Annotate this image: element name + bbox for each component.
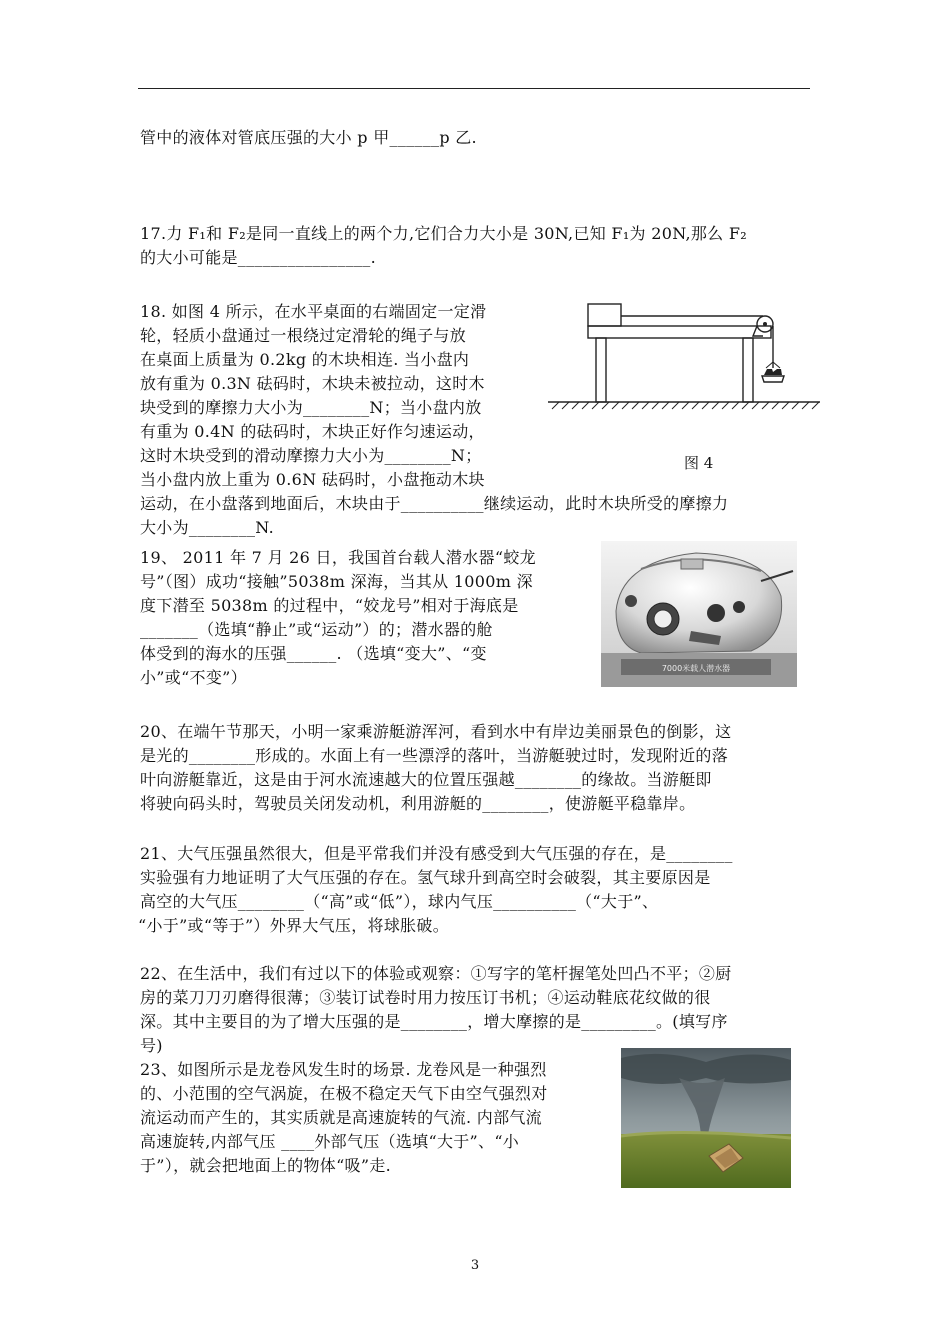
q17-line: 的大小可能是________________. xyxy=(140,248,376,267)
figure-4-table-pulley xyxy=(548,296,823,421)
q22-line: 22、在生活中，我们有过以下的体验或观察：①写字的笔杆握笔处凹凸不平；②厨 xyxy=(140,964,732,983)
q18-line: 运动，在小盘落到地面后，木块由于__________继续运动，此时木块所受的摩擦力 xyxy=(140,494,729,513)
q18-line: 这时木块受到的滑动摩擦力大小为________N； xyxy=(140,446,482,465)
q18-line: 大小为________N. xyxy=(140,518,274,537)
q19-line: _______（选填“静止”或“运动”）的；潜水器的舱 xyxy=(140,620,493,639)
wooden-block xyxy=(588,304,621,326)
q18-line: 放有重为 0.3N 砝码时，木块未被拉动，这时木 xyxy=(140,374,485,393)
header-rule xyxy=(138,88,810,89)
q22-line: 深。其中主要目的为了增大压强的是________，增大摩擦的是_________。(填写序 xyxy=(140,1012,728,1031)
q18-line: 轮，轻质小盘通过一根绕过定滑轮的绳子与放 xyxy=(140,326,467,345)
table-top xyxy=(588,326,771,338)
q19-line: 号”（图）成功“接触”5038m 深海，当其从 1000m 深 xyxy=(140,572,533,591)
q18-line: 有重为 0.4N 的砝码时，木块正好作匀速运动， xyxy=(140,422,485,441)
q20-line: 将驶向码头时，驾驶员关闭发动机，利用游艇的________，使游艇平稳靠岸。 xyxy=(140,794,696,813)
table-leg-left xyxy=(596,338,606,402)
q23-line: 高速旋转,内部气压 ____外部气压（选填“大于”、“小 xyxy=(140,1132,520,1151)
page-number: 3 xyxy=(470,1258,480,1273)
weights xyxy=(764,369,782,375)
q18-line: 18. 如图 4 所示，在水平桌面的右端固定一定滑 xyxy=(140,302,487,321)
q18-line: 当小盘内放上重为 0.6N 砝码时，小盘拖动木块 xyxy=(140,470,485,489)
q23-line: 流运动而产生的，其实质就是高速旋转的气流. 内部气流 xyxy=(140,1108,542,1127)
q23-line: 于”），就会把地面上的物体“吸”走. xyxy=(140,1156,392,1175)
q22-line: 号) xyxy=(140,1036,163,1055)
q20-line: 是光的________形成的。水面上有一些漂浮的落叶，当游艇驶过时，发现附近的落 xyxy=(140,746,729,765)
q21-line: 高空的大气压________（“高”或“低”），球内气压__________（“大于”、 xyxy=(140,892,659,911)
q23-line: 23、如图所示是龙卷风发生时的场景. 龙卷风是一种强烈 xyxy=(140,1060,547,1079)
q19-line: 度下潜至 5038m 的过程中，“姣龙号”相对于海底是 xyxy=(140,596,519,615)
q19-line: 小”或“不变”） xyxy=(140,668,247,687)
q21-line: 21、大气压强虽然很大，但是平常我们并没有感受到大气压强的存在，是________ xyxy=(140,844,733,863)
q22-line: 房的菜刀刀刃磨得很薄；③装订试卷时用力按压订书机；④运动鞋底花纹做的很 xyxy=(140,988,711,1007)
small-pan xyxy=(762,376,784,382)
submarine-label: 7000米载人潜水器 xyxy=(661,664,731,673)
table-leg-right xyxy=(743,338,753,402)
q16-tail: 管中的液体对管底压强的大小 p 甲______p 乙. xyxy=(140,128,477,147)
q21-line: 实验强有力地证明了大气压强的存在。氢气球升到高空时会破裂，其主要原因是 xyxy=(140,868,711,887)
q19-line: 体受到的海水的压强______. （选填“变大”、“变 xyxy=(140,644,487,663)
q21-line: “小于”或“等于”）外界大气压，将球胀破。 xyxy=(138,916,450,935)
figure-4-caption: 图 4 xyxy=(684,454,714,472)
q23-line: 的、小范围的空气涡旋，在极不稳定天气下由空气强烈对 xyxy=(140,1084,548,1103)
q18-line: 在桌面上质量为 0.2kg 的木块相连. 当小盘内 xyxy=(140,350,470,369)
q20-line: 叶向游艇靠近，这是由于河水流速越大的位置压强越________的缘故。当游艇即 xyxy=(140,770,712,789)
submarine-photo xyxy=(601,541,797,687)
q19-line: 19、 2011 年 7 月 26 日，我国首台载人潜水器“蛟龙 xyxy=(140,548,536,567)
q20-line: 20、在端午节那天，小明一家乘游艇游浑河，看到水中有岸边美丽景色的倒影，这 xyxy=(140,722,732,741)
tornado-photo xyxy=(621,1048,791,1188)
q18-line: 块受到的摩擦力大小为________N；当小盘内放 xyxy=(140,398,482,417)
q17-line: 17.力 F₁和 F₂是同一直线上的两个力,它们合力大小是 30N,已知 F₁为 20N,那么 F₂ xyxy=(140,224,747,243)
